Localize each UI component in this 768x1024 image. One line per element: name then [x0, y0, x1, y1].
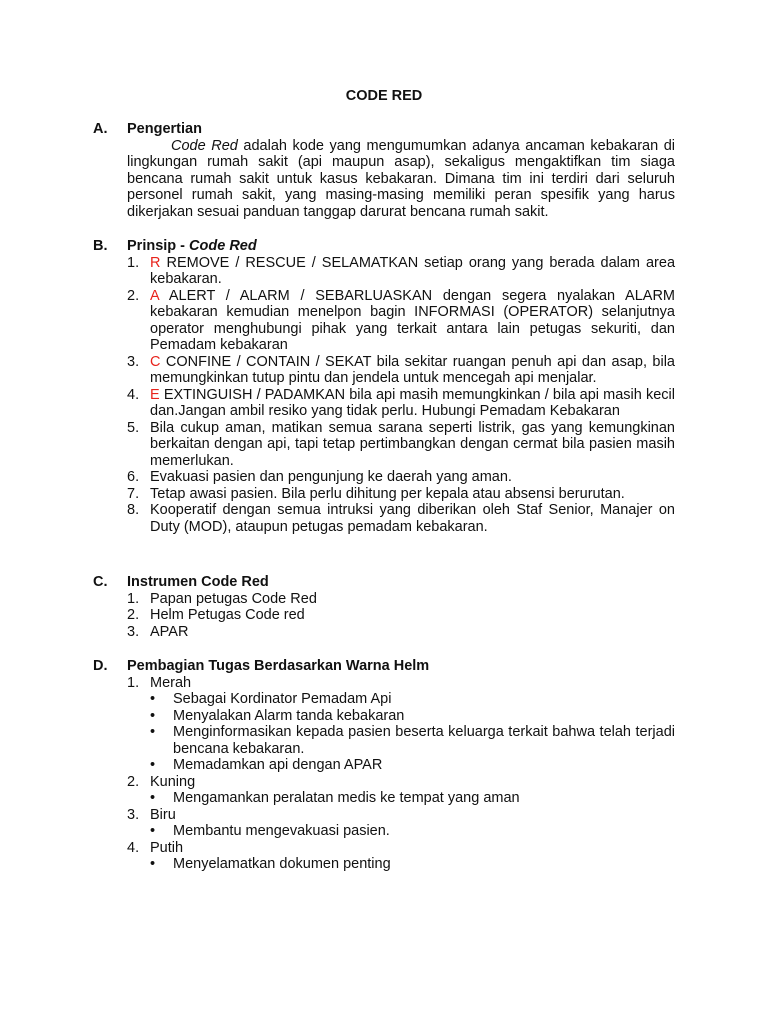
- section-letter: C.: [93, 574, 108, 590]
- instrument-item: [127, 607, 675, 624]
- principle-item: [127, 288, 675, 354]
- section-heading: Pengertian: [127, 121, 202, 137]
- principle-item: [127, 420, 675, 470]
- section-heading: Pembagian Tugas Berdasarkan Warna Helm: [127, 658, 430, 674]
- helmet-color-item: [127, 840, 675, 873]
- item-number: 2.: [127, 607, 140, 623]
- item-number: 8.: [127, 502, 140, 518]
- section-heading: Prinsip - Code Red: [127, 238, 257, 254]
- document-title: CODE RED: [345, 88, 423, 104]
- principle-item: [127, 255, 675, 288]
- item-number: 1.: [127, 674, 140, 691]
- bullet-icon: •: [150, 856, 156, 872]
- bullet-icon: •: [150, 707, 156, 724]
- task-list: [150, 823, 675, 840]
- instrument-item: [127, 624, 675, 641]
- bullet-icon: •: [150, 790, 156, 806]
- item-text: Tetap awasi pasien. Bila perlu dihitung per kepala atau absensi berurutan.: [150, 485, 625, 502]
- task-text: Menyelamatkan dokumen penting: [173, 856, 391, 872]
- section-pengertian: [93, 121, 675, 220]
- helmet-color-item: [127, 807, 675, 840]
- item-number: 1.: [127, 590, 140, 607]
- task-list: [150, 790, 675, 807]
- item-number: 7.: [127, 485, 140, 502]
- helmet-color-name: Putih: [150, 839, 184, 856]
- item-text: Bila cukup aman, matikan semua sarana seperti listrik, gas yang kemungkinan berkaitan dengan api, tapi tetap pertimbangkan dengan cermat bila pasien masih memerlukan.: [150, 419, 675, 469]
- item-number: 3.: [127, 623, 140, 640]
- bullet-icon: •: [150, 757, 156, 773]
- principles-list: [127, 255, 675, 536]
- helmet-color-name: Merah: [150, 674, 192, 691]
- helmet-color-item: [127, 774, 675, 807]
- definition-text: adalah kode yang mengumumkan adanya ancaman kebakaran di lingkungan rumah sakit (api maupun asap), sekaligus mengaktifkan tim siaga bencana rumah sakit untuk kasus kebakaran. Dimana tim ini terdiri dari seluruh personel rumah sakit, yang masing-masing memiliki peran spesifik yang harus dikerjakan sesuai panduan tanggap darurat bencana rumah sakit.: [127, 137, 676, 220]
- item-number: 3.: [127, 353, 140, 370]
- task-item: [150, 691, 675, 708]
- instrument-list: [127, 591, 675, 641]
- principle-item: [127, 469, 675, 486]
- helmet-color-name: Biru: [150, 806, 176, 823]
- item-number: 4.: [127, 386, 140, 403]
- section-heading: Instrumen Code Red: [127, 574, 269, 590]
- task-text: Menginformasikan kepada pasien beserta keluarga terkait bahwa telah terjadi bencana kebakaran.: [173, 724, 675, 757]
- item-text: ALERT / ALARM / SEBARLUASKAN dengan segera nyalakan ALARM kebakaran kemudian menelpon bagin INFORMASI (OPERATOR) selanjutnya operator menghubungi pihak yang terkait antara lain petugas sekuriti, dan Pemadam kebakaran: [150, 287, 675, 353]
- task-text: Membantu mengevakuasi pasien.: [173, 823, 390, 839]
- item-number: 3.: [127, 806, 140, 823]
- task-text: Mengamankan peralatan medis ke tempat yang aman: [173, 790, 520, 806]
- item-text: Evakuasi pasien dan pengunjung ke daerah yang aman.: [150, 469, 512, 485]
- helmet-color-list: [127, 675, 675, 873]
- item-text: Helm Petugas Code red: [150, 607, 305, 623]
- principle-item: [127, 486, 675, 503]
- principle-item: [127, 502, 675, 535]
- acronym-letter: R: [150, 254, 161, 271]
- item-number: 2.: [127, 287, 140, 304]
- principle-item: [127, 354, 675, 387]
- task-item: [150, 757, 675, 774]
- task-item: [150, 790, 675, 807]
- section-prinsip: [93, 238, 675, 535]
- term-code-red: Code Red: [171, 137, 238, 154]
- section-instrumen: [93, 574, 675, 640]
- section-letter: D.: [93, 658, 108, 674]
- principle-item: [127, 387, 675, 420]
- acronym-letter: E: [150, 386, 160, 403]
- bullet-icon: •: [150, 691, 156, 707]
- item-text: CONFINE / CONTAIN / SEKAT bila sekitar ruangan penuh api dan asap, bila memungkinkan tutup pintu dan jendela untuk mencegah api menjalar.: [150, 353, 675, 386]
- section-letter: B.: [93, 238, 108, 254]
- task-text: Sebagai Kordinator Pemadam Api: [173, 691, 392, 707]
- task-item: [150, 856, 675, 873]
- item-number: 1.: [127, 254, 140, 271]
- item-number: 4.: [127, 839, 140, 856]
- item-text: Papan petugas Code Red: [150, 590, 317, 607]
- item-text: REMOVE / RESCUE / SELAMATKAN setiap orang yang berada dalam area kebakaran.: [150, 254, 676, 287]
- task-item: [150, 724, 675, 757]
- helmet-color-item: [127, 675, 675, 774]
- task-item: [150, 708, 675, 725]
- task-text: Memadamkan api dengan APAR: [173, 757, 383, 773]
- acronym-letter: A: [150, 287, 159, 304]
- bullet-icon: •: [150, 724, 156, 740]
- acronym-letter: C: [150, 353, 161, 370]
- item-text: APAR: [150, 623, 189, 640]
- definition-paragraph: [93, 138, 675, 221]
- item-number: 5.: [127, 419, 140, 436]
- task-list: [150, 691, 675, 774]
- section-pembagian-tugas: [93, 658, 675, 873]
- bullet-icon: •: [150, 823, 156, 839]
- section-letter: A.: [93, 121, 108, 137]
- task-list: [150, 856, 675, 873]
- task-item: [150, 823, 675, 840]
- instrument-item: [127, 591, 675, 608]
- item-text: EXTINGUISH / PADAMKAN bila api masih memungkinkan / bila api masih kecil dan.Jangan ambil resiko yang tidak perlu. Hubungi Pemadam Kebakaran: [150, 386, 675, 419]
- item-number: 2.: [127, 773, 140, 790]
- task-text: Menyalakan Alarm tanda kebakaran: [173, 707, 405, 724]
- helmet-color-name: Kuning: [150, 773, 196, 790]
- item-number: 6.: [127, 469, 140, 485]
- item-text: Kooperatif dengan semua intruksi yang diberikan oleh Staf Senior, Manajer on Duty (MOD), ataupun petugas pemadam kebakaran.: [150, 502, 675, 535]
